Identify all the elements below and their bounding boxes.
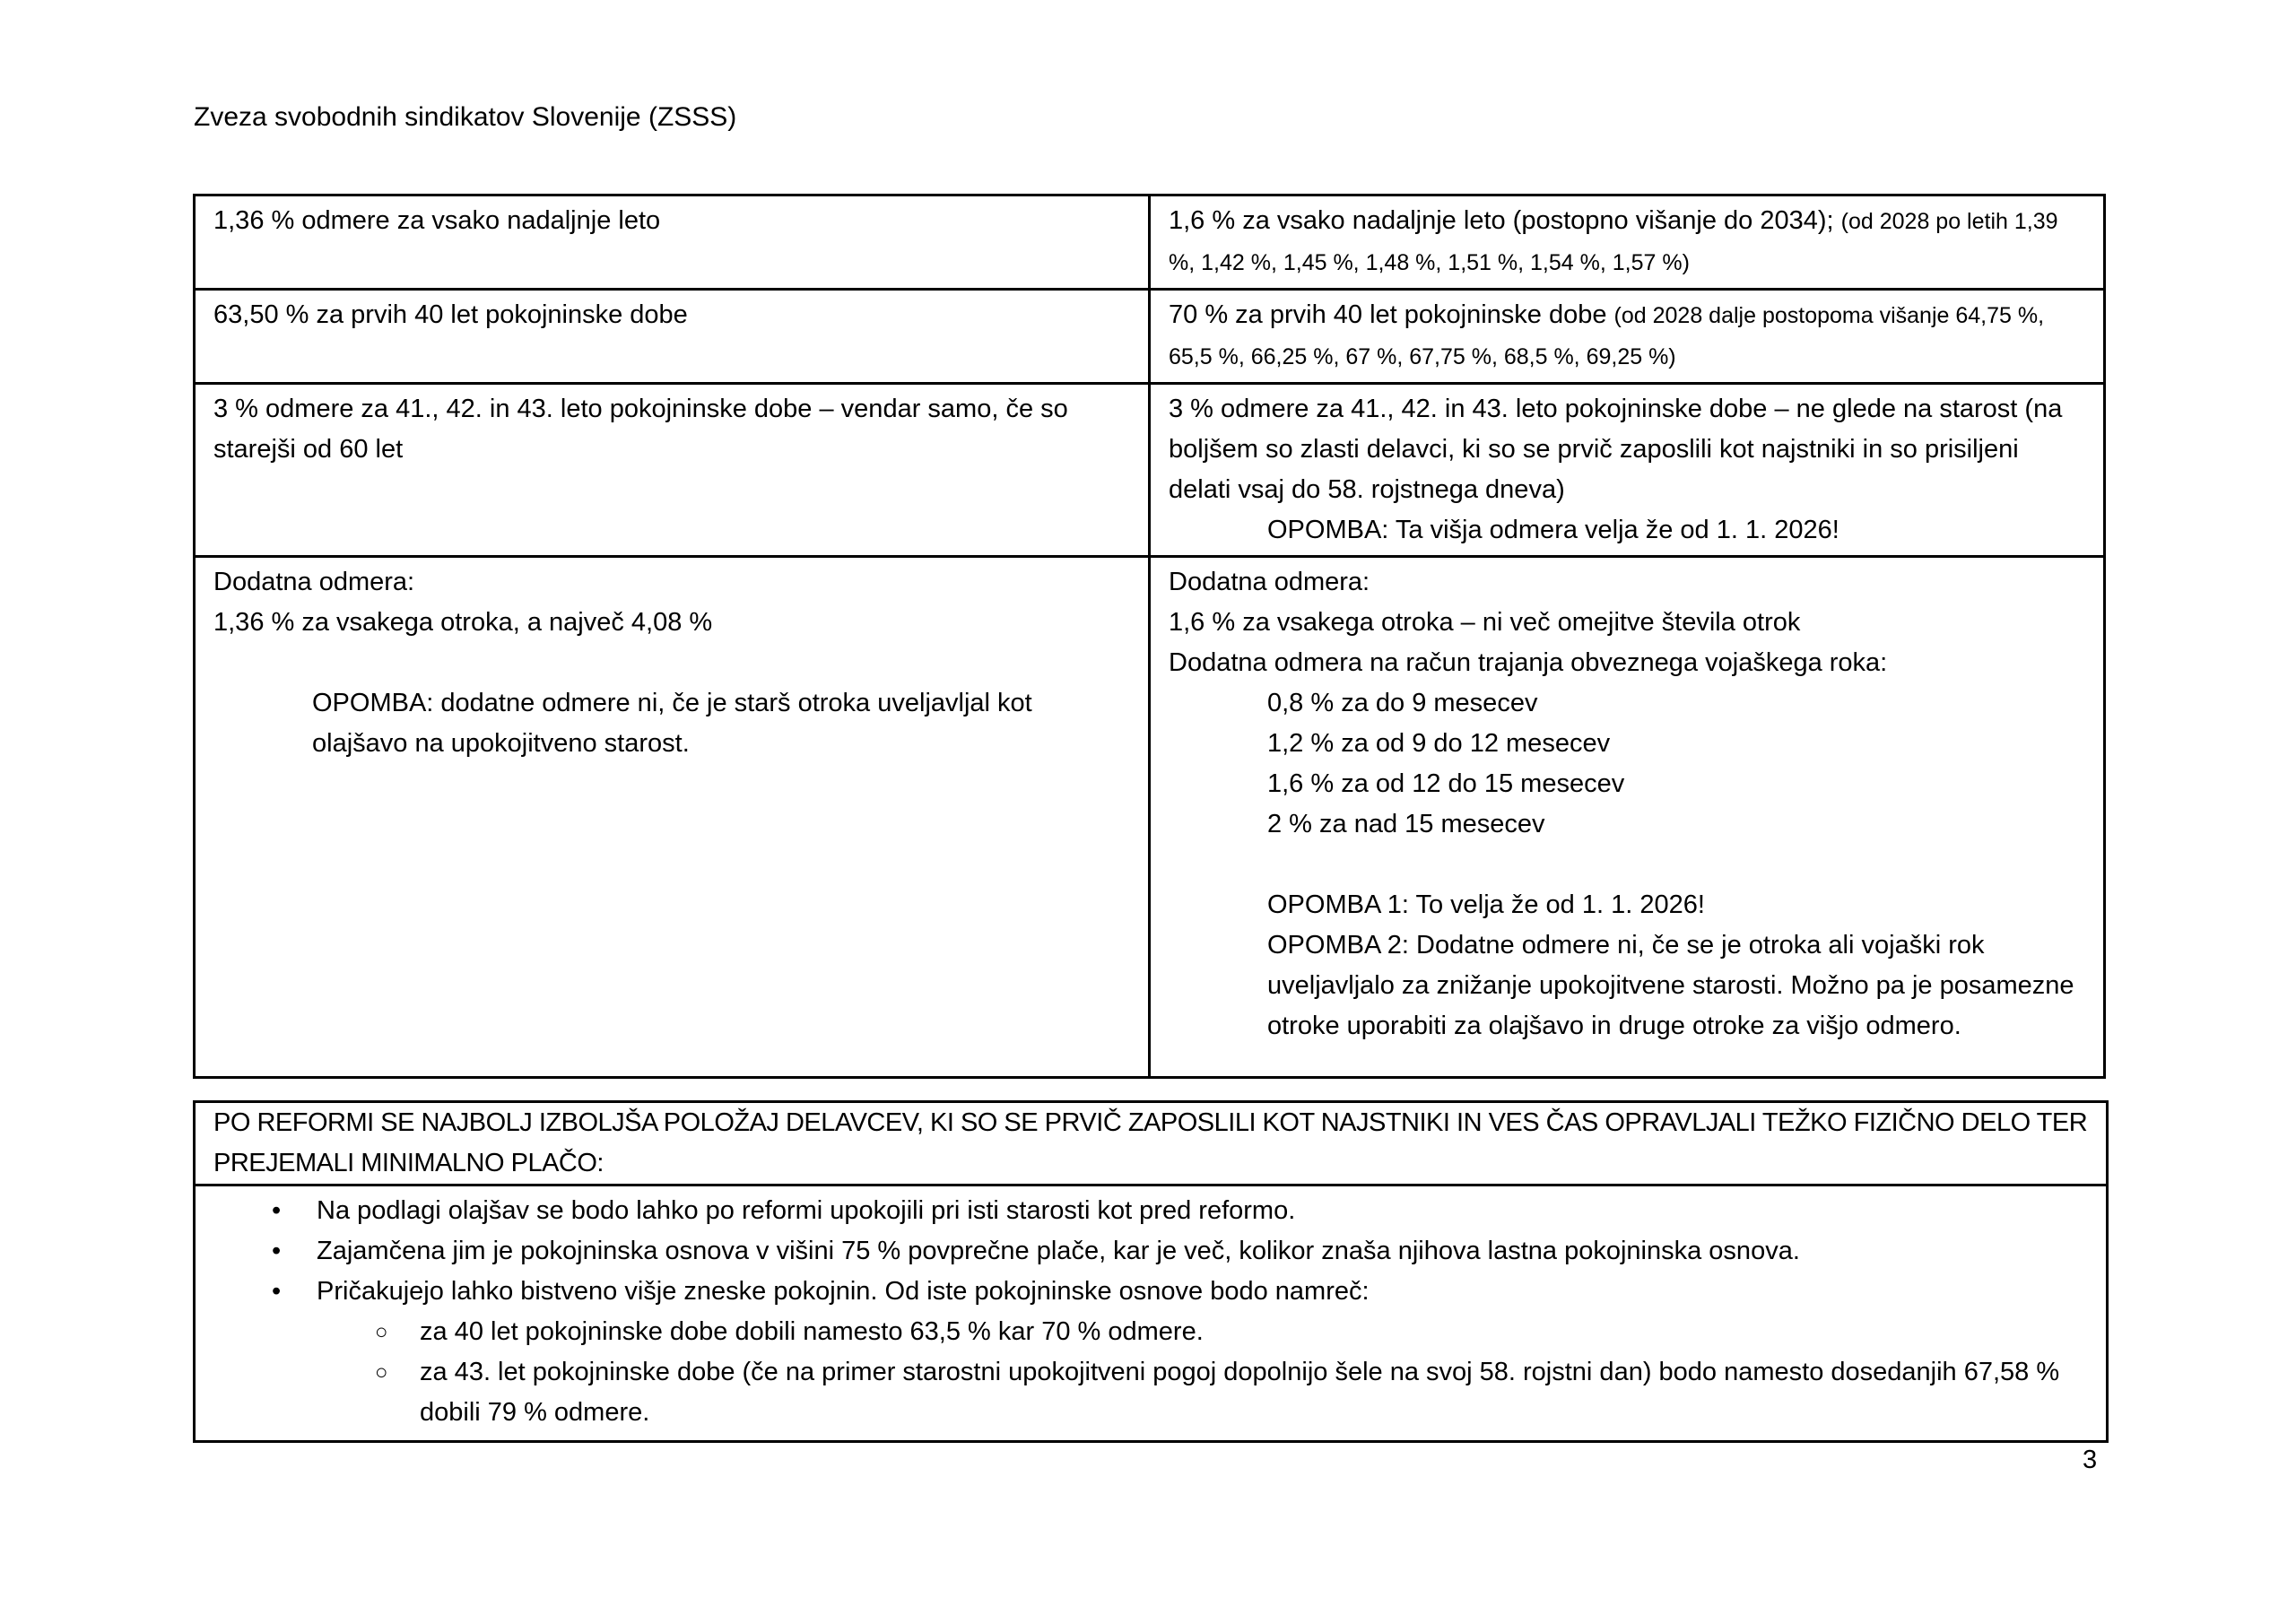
military-service-item: 2 % za nad 15 mesecev	[1267, 810, 1545, 838]
pension-comparison-table	[193, 194, 2106, 1079]
cell-detail-text: (od 2028 dalje postopoma višanje 64,75 %, 65,5 %, 66,25 %, 67 %, 67,75 %, 68,5 %, 69,25 %)	[1169, 303, 2045, 369]
cell-text: 1,36 % za vsakega otroka, a največ 4,08 %	[213, 608, 713, 637]
summary-heading	[196, 1103, 2106, 1186]
military-service-item: 0,8 % za do 9 mesecev	[1267, 689, 1538, 717]
list-item-text: za 40 let pokojninske dobe dobili namesto 63,5 % kar 70 % odmere.	[420, 1317, 1204, 1346]
list-item-text: za 43. let pokojninske dobe (če na primer starostni upokojitveni pogoj dopolnijo šele na svoj 58. rojstni dan) bodo namesto dosedanjih 67,58 % dobili 79 % odmere.	[420, 1358, 2060, 1427]
opomba-note-1: OPOMBA 1: To velja že od 1. 1. 2026!	[1267, 890, 1705, 919]
list-item	[213, 1272, 2088, 1312]
page-number: 3	[2083, 1446, 2098, 1474]
cell-detail-text: (od 2028 po letih 1,39 %, 1,42 %, 1,45 %, 1,48 %, 1,51 %, 1,54 %, 1,57 %)	[1169, 209, 2058, 275]
sub-list-item	[213, 1352, 2088, 1433]
circle-bullet-icon: ○	[375, 1320, 388, 1344]
cell-text: 3 % odmere za 41., 42. in 43. leto pokojninske dobe – ne glede na starost (na boljšem so zlasti delavci, ki so se prvič zaposlili kot najstniki in so prisiljeni delati vsaj do 58. rojstnega dneva)	[1169, 395, 2063, 504]
cell-text: Dodatna odmera na račun trajanja obveznega vojaškega roka:	[1169, 648, 1888, 677]
blank-line	[213, 643, 1130, 683]
bullet-icon: •	[272, 1277, 282, 1306]
cell-new-additional-accrual	[1150, 557, 2105, 1078]
summary-box	[193, 1100, 2109, 1443]
cell-old-rate-40-years	[195, 290, 1150, 384]
list-item-text: Zajamčena jim je pokojninska osnova v višini 75 % povprečne plače, kar je več, kolikor znaša njihova lastna pokojninska osnova.	[317, 1237, 1800, 1265]
table-row-accrual-40-years	[195, 290, 2105, 384]
cell-old-rate-41-43	[195, 384, 1150, 557]
opomba-note-2: OPOMBA 2: Dodatne odmere ni, če se je otroka ali vojaški rok uveljavljalo za znižanje upokojitvene starosti. Možno pa je posamezne otroke uporabiti za olajšavo in druge otroke za višjo odmero.	[1267, 931, 2074, 1040]
document-header-text: Zveza svobodnih sindikatov Slovenije (ZSSS)	[194, 102, 737, 132]
cell-new-rate-per-year	[1150, 195, 2105, 290]
cell-title: Dodatna odmera:	[1169, 568, 1370, 596]
military-service-item: 1,6 % za od 12 do 15 mesecev	[1267, 769, 1625, 798]
list-item-text: Pričakujejo lahko bistveno višje zneske pokojnin. Od iste pokojninske osnove bodo namreč:	[317, 1277, 1370, 1306]
list-item	[213, 1191, 2088, 1231]
blank-line	[1169, 845, 2085, 885]
table-row-accrual-41-43	[195, 384, 2105, 557]
summary-body	[196, 1186, 2106, 1440]
cell-text: 3 % odmere za 41., 42. in 43. leto pokojninske dobe – vendar samo, če so starejši od 60 let	[213, 395, 1068, 464]
cell-new-rate-40-years	[1150, 290, 2105, 384]
table-row-additional-accrual	[195, 557, 2105, 1078]
cell-new-rate-41-43	[1150, 384, 2105, 557]
table-row-accrual-per-year	[195, 195, 2105, 290]
list-item	[213, 1231, 2088, 1272]
cell-old-rate-per-year	[195, 195, 1150, 290]
sub-list-item	[213, 1312, 2088, 1352]
cell-text: 1,6 % za vsakega otroka – ni več omejitve števila otrok	[1169, 608, 1801, 637]
cell-text: 1,36 % odmere za vsako nadaljnje leto	[213, 206, 661, 235]
military-service-item: 1,2 % za od 9 do 12 mesecev	[1267, 729, 1611, 758]
cell-old-additional-accrual	[195, 557, 1150, 1078]
opomba-note: OPOMBA: dodatne odmere ni, če je starš otroka uveljavljal kot olajšavo na upokojitveno starost.	[312, 689, 1032, 758]
bullet-icon: •	[272, 1196, 282, 1225]
cell-title: Dodatna odmera:	[213, 568, 415, 596]
circle-bullet-icon: ○	[375, 1360, 388, 1385]
cell-text: 63,50 % za prvih 40 let pokojninske dobe	[213, 300, 688, 329]
cell-text: 70 % za prvih 40 let pokojninske dobe	[1169, 300, 1614, 329]
bullet-icon: •	[272, 1237, 282, 1265]
summary-heading-text: PO REFORMI SE NAJBOLJ IZBOLJŠA POLOŽAJ DELAVCEV, KI SO SE PRVIČ ZAPOSLILI KOT NAJSTNIKI IN VES ČAS OPRAVLJALI TEŽKO FIZIČNO DELO TER PREJEMALI MINIMALNO PLAČO:	[213, 1108, 2088, 1177]
opomba-note: OPOMBA: Ta višja odmera velja že od 1. 1. 2026!	[1267, 516, 1839, 544]
cell-text: 1,6 % za vsako nadaljnje leto (postopno višanje do 2034);	[1169, 206, 1841, 235]
list-item-text: Na podlagi olajšav se bodo lahko po reformi upokojili pri isti starosti kot pred reformo.	[317, 1196, 1296, 1225]
